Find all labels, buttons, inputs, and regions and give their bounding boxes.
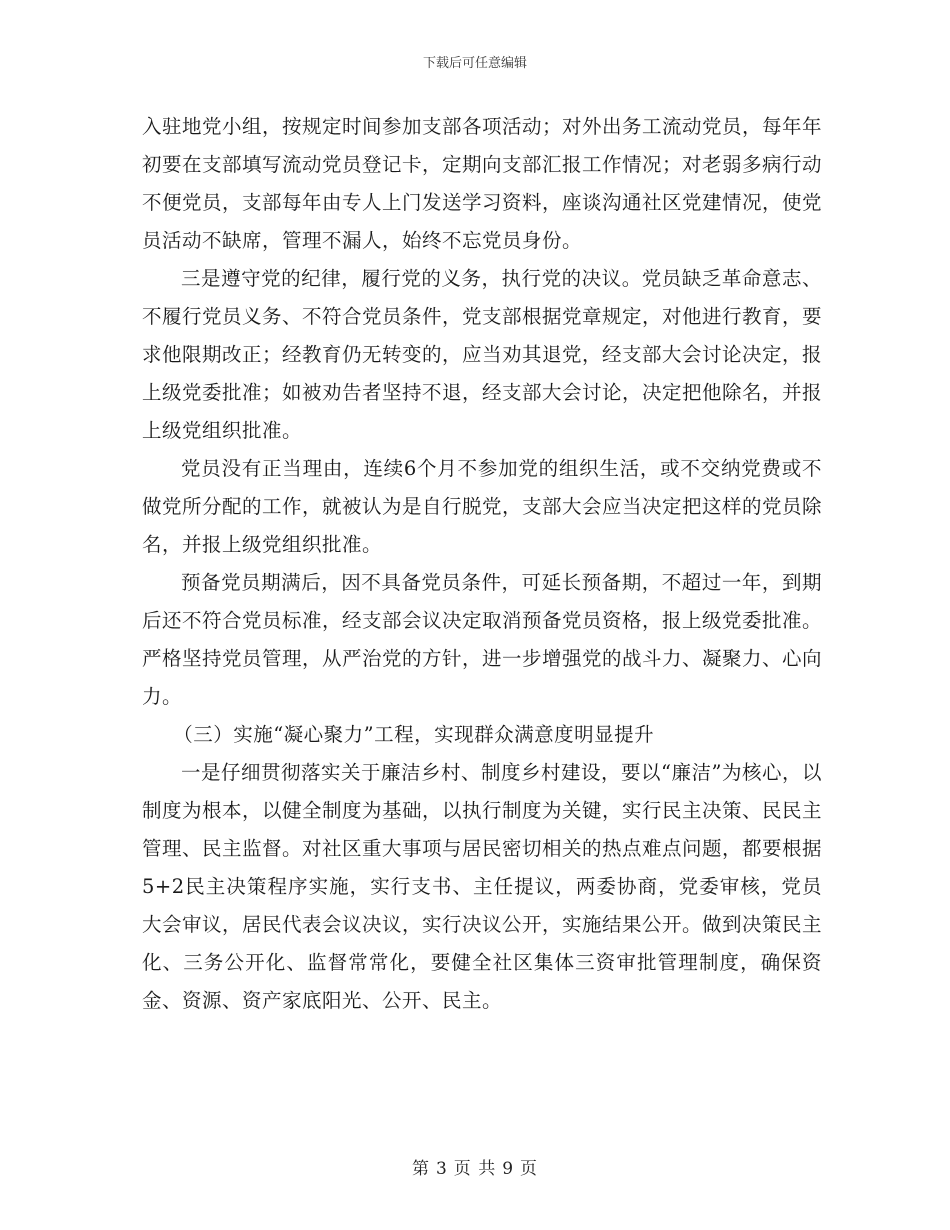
paragraph-5: 一是仔细贯彻落实关于廉洁乡村、制度乡村建设，要以“廉洁”为核心，以制度为根本，以健全制度为基础，以执行制度为关键，实行民主决策、民民主管理、民主监督。对社区重大事项与居民密切相关的热点难点问题，都要根据5+2民主决策程序实施，实行支书、主任提议，两委协商，党委审核，党员大会审议，居民代表会议决议，实行决议公开，实施结果公开。做到决策民主化、三务公开化、监督常常化，要健全社区集体三资审批管理制度，确保资金、资源、资产家底阳光、公开、民主。 xyxy=(142,761,823,1012)
total-page-number: 9 xyxy=(502,1159,515,1179)
page-header: 下载后可任意编辑 xyxy=(422,56,527,71)
page-footer xyxy=(0,1154,950,1179)
document-body xyxy=(142,108,822,1020)
paragraph-4: 预备党员期满后，因不具备党员条件，可延长预备期，不超过一年，到期后还不符合党员标准，经支部会议决定取消预备党员资格，报上级党委批准。严格坚持党员管理，从严治党的方针，进一步增强党的战斗力、凝聚力、心向力。 xyxy=(142,571,823,708)
paragraph-2: 三是遵守党的纪律，履行党的义务，执行党的决议。党员缺乏革命意志、不履行党员义务、不符合党员条件，党支部根据党章规定，对他进行教育，要求他限期改正；经教育仍无转变的，应当劝其退党，经支部大会讨论决定，报上级党委批准；如被劝告者坚持不退，经支部大会讨论，决定把他除名，并报上级党组织批准。 xyxy=(142,267,823,442)
footer-prefix: 第 xyxy=(411,1159,430,1179)
paragraph-1: 入驻地党小组，按规定时间参加支部各项活动；对外出务工流动党员，每年年初要在支部填写流动党员登记卡，定期向支部汇报工作情况；对老弱多病行动不便党员，支部每年由专人上门发送学习资料，座谈沟通社区党建情况，使党员活动不缺席，管理不漏人，始终不忘党员身份。 xyxy=(142,115,823,252)
paragraph-3: 党员没有正当理由，连续6个月不参加党的组织生活，或不交纳党费或不做党所分配的工作，就被认为是自行脱党，支部大会应当决定把这样的党员除名，并报上级党组织批准。 xyxy=(142,457,823,556)
footer-mid: 页 共 xyxy=(453,1159,497,1179)
current-page-number: 3 xyxy=(435,1159,448,1179)
footer-suffix: 页 xyxy=(520,1159,539,1179)
section-heading: （三）实施“凝心聚力”工程，实现群众满意度明显提升 xyxy=(173,723,655,746)
